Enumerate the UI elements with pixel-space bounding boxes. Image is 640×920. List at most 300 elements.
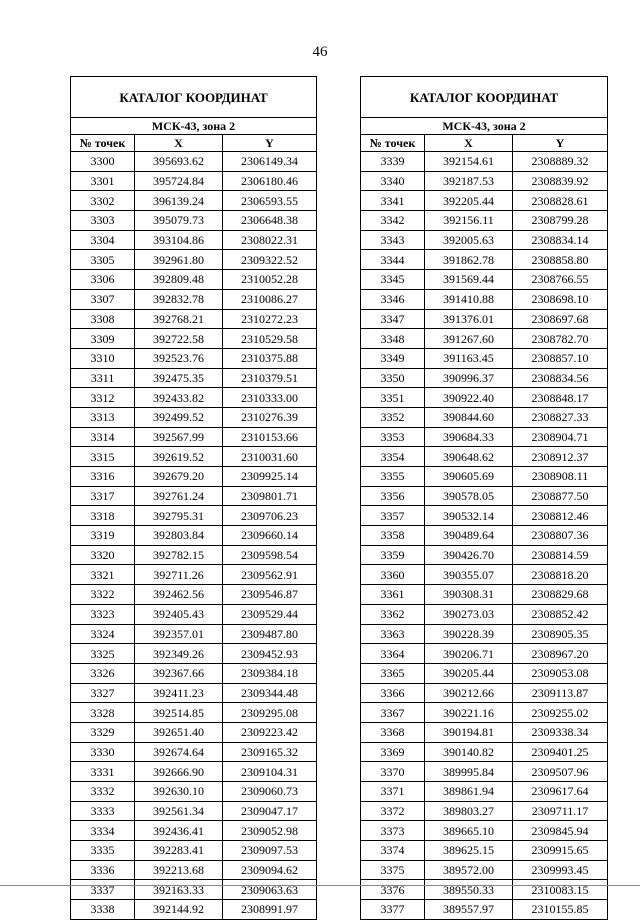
table-title: КАТАЛОГ КООРДИНАТ [71,77,317,118]
x-coordinate-cell: 390205.44 [425,663,513,683]
point-number-cell: 3364 [361,644,425,664]
table-row [71,624,317,644]
column-header-x: X [425,135,513,152]
table-row [71,604,317,624]
y-coordinate-cell: 2309562.91 [223,565,317,585]
x-coordinate-cell: 392679.20 [135,467,223,487]
x-coordinate-cell: 392809.48 [135,270,223,290]
y-coordinate-cell: 2309053.08 [513,663,608,683]
x-coordinate-cell: 395693.62 [135,152,223,172]
x-coordinate-cell: 389861.94 [425,782,513,802]
x-coordinate-cell: 390684.33 [425,427,513,447]
y-coordinate-cell: 2308827.33 [513,407,608,427]
y-coordinate-cell: 2310086.27 [223,289,317,309]
y-coordinate-cell: 2306593.55 [223,191,317,211]
y-coordinate-cell: 2310375.88 [223,348,317,368]
point-number-cell: 3329 [71,722,135,742]
table-row [361,545,608,565]
y-coordinate-cell: 2308814.59 [513,545,608,565]
x-coordinate-cell: 390426.70 [425,545,513,565]
x-coordinate-cell: 392803.84 [135,526,223,546]
page-footer-rule [0,885,640,886]
table-row [71,880,317,900]
y-coordinate-cell: 2310379.51 [223,368,317,388]
y-coordinate-cell: 2309507.96 [513,762,608,782]
point-number-cell: 3344 [361,250,425,270]
x-coordinate-cell: 392405.43 [135,604,223,624]
point-number-cell: 3347 [361,309,425,329]
x-coordinate-cell: 392163.33 [135,880,223,900]
point-number-cell: 3330 [71,742,135,762]
point-number-cell: 3357 [361,506,425,526]
column-header-point: № точек [361,135,425,152]
x-coordinate-cell: 389572.00 [425,860,513,880]
table-row [361,624,608,644]
table-row [361,467,608,487]
y-coordinate-cell: 2309344.48 [223,683,317,703]
table-row [71,289,317,309]
table-row [361,348,608,368]
table-row [71,230,317,250]
y-coordinate-cell: 2309104.31 [223,762,317,782]
y-coordinate-cell: 2309546.87 [223,585,317,605]
x-coordinate-cell: 390578.05 [425,486,513,506]
y-coordinate-cell: 2309711.17 [513,801,608,821]
x-coordinate-cell: 392411.23 [135,683,223,703]
table-row [71,486,317,506]
point-number-cell: 3324 [71,624,135,644]
y-coordinate-cell: 2308818.20 [513,565,608,585]
x-coordinate-cell: 392782.15 [135,545,223,565]
point-number-cell: 3310 [71,348,135,368]
table-row [71,683,317,703]
table-row [71,821,317,841]
x-coordinate-cell: 392156.11 [425,211,513,231]
point-number-cell: 3319 [71,526,135,546]
table-row [361,486,608,506]
table-row [71,171,317,191]
point-number-cell: 3355 [361,467,425,487]
y-coordinate-cell: 2310333.00 [223,388,317,408]
point-number-cell: 3368 [361,722,425,742]
x-coordinate-cell: 390206.71 [425,644,513,664]
column-header-x: X [135,135,223,152]
table-title: КАТАЛОГ КООРДИНАТ [361,77,608,118]
x-coordinate-cell: 392349.26 [135,644,223,664]
point-number-cell: 3337 [71,880,135,900]
x-coordinate-cell: 393104.86 [135,230,223,250]
point-number-cell: 3311 [71,368,135,388]
x-coordinate-cell: 391163.45 [425,348,513,368]
point-number-cell: 3371 [361,782,425,802]
table-row [361,762,608,782]
table-row [71,900,317,920]
y-coordinate-cell: 2309052.98 [223,821,317,841]
point-number-cell: 3374 [361,841,425,861]
column-header-point: № точек [71,135,135,152]
x-coordinate-cell: 389550.33 [425,880,513,900]
point-number-cell: 3331 [71,762,135,782]
y-coordinate-cell: 2309384.18 [223,663,317,683]
x-coordinate-cell: 392144.92 [135,900,223,920]
table-row [361,565,608,585]
point-number-cell: 3340 [361,171,425,191]
point-number-cell: 3328 [71,703,135,723]
x-coordinate-cell: 392523.76 [135,348,223,368]
y-coordinate-cell: 2308799.28 [513,211,608,231]
y-coordinate-cell: 2309165.32 [223,742,317,762]
table-row [361,644,608,664]
point-number-cell: 3333 [71,801,135,821]
y-coordinate-cell: 2309845.94 [513,821,608,841]
y-coordinate-cell: 2309094.62 [223,860,317,880]
table-row [71,407,317,427]
table-row [71,152,317,172]
x-coordinate-cell: 390212.66 [425,683,513,703]
y-coordinate-cell: 2308766.55 [513,270,608,290]
y-coordinate-cell: 2309452.93 [223,644,317,664]
x-coordinate-cell: 392283.41 [135,841,223,861]
x-coordinate-cell: 389557.97 [425,900,513,920]
point-number-cell: 3358 [361,526,425,546]
point-number-cell: 3321 [71,565,135,585]
point-number-cell: 3306 [71,270,135,290]
x-coordinate-cell: 391267.60 [425,329,513,349]
point-number-cell: 3346 [361,289,425,309]
x-coordinate-cell: 392213.68 [135,860,223,880]
point-number-cell: 3313 [71,407,135,427]
y-coordinate-cell: 2309338.34 [513,722,608,742]
table-row [361,289,608,309]
y-coordinate-cell: 2309660.14 [223,526,317,546]
table-row [71,841,317,861]
x-coordinate-cell: 392436.41 [135,821,223,841]
table-row [361,663,608,683]
y-coordinate-cell: 2308828.61 [513,191,608,211]
table-row [361,860,608,880]
y-coordinate-cell: 2310529.58 [223,329,317,349]
x-coordinate-cell: 392674.64 [135,742,223,762]
x-coordinate-cell: 391862.78 [425,250,513,270]
x-coordinate-cell: 391569.44 [425,270,513,290]
x-coordinate-cell: 390996.37 [425,368,513,388]
coordinate-catalog-table-left [70,76,317,920]
point-number-cell: 3304 [71,230,135,250]
x-coordinate-cell: 392711.26 [135,565,223,585]
table-row [361,841,608,861]
table-row [361,801,608,821]
x-coordinate-cell: 392154.61 [425,152,513,172]
table-row [71,722,317,742]
point-number-cell: 3339 [361,152,425,172]
table-row [361,880,608,900]
y-coordinate-cell: 2308852.42 [513,604,608,624]
y-coordinate-cell: 2308904.71 [513,427,608,447]
x-coordinate-cell: 392499.52 [135,407,223,427]
point-number-cell: 3316 [71,467,135,487]
y-coordinate-cell: 2309915.65 [513,841,608,861]
y-coordinate-cell: 2308848.17 [513,388,608,408]
x-coordinate-cell: 392630.10 [135,782,223,802]
x-coordinate-cell: 395079.73 [135,211,223,231]
x-coordinate-cell: 392567.99 [135,427,223,447]
x-coordinate-cell: 390140.82 [425,742,513,762]
y-coordinate-cell: 2308991.97 [223,900,317,920]
y-coordinate-cell: 2309097.53 [223,841,317,861]
table-row [361,309,608,329]
x-coordinate-cell: 389803.27 [425,801,513,821]
x-coordinate-cell: 390922.40 [425,388,513,408]
y-coordinate-cell: 2309706.23 [223,506,317,526]
x-coordinate-cell: 392433.82 [135,388,223,408]
point-number-cell: 3334 [71,821,135,841]
y-coordinate-cell: 2310031.60 [223,447,317,467]
x-coordinate-cell: 390648.62 [425,447,513,467]
y-coordinate-cell: 2308877.50 [513,486,608,506]
table-row [361,250,608,270]
point-number-cell: 3362 [361,604,425,624]
y-coordinate-cell: 2308698.10 [513,289,608,309]
x-coordinate-cell: 392367.66 [135,663,223,683]
x-coordinate-cell: 391376.01 [425,309,513,329]
table-row [361,604,608,624]
x-coordinate-cell: 392205.44 [425,191,513,211]
table-row [361,703,608,723]
point-number-cell: 3307 [71,289,135,309]
table-row [361,191,608,211]
y-coordinate-cell: 2306648.38 [223,211,317,231]
x-coordinate-cell: 392722.58 [135,329,223,349]
point-number-cell: 3301 [71,171,135,191]
x-coordinate-cell: 392561.34 [135,801,223,821]
y-coordinate-cell: 2309322.52 [223,250,317,270]
table-row [71,348,317,368]
y-coordinate-cell: 2309617.64 [513,782,608,802]
point-number-cell: 3315 [71,447,135,467]
table-row [71,329,317,349]
x-coordinate-cell: 396139.24 [135,191,223,211]
point-number-cell: 3349 [361,348,425,368]
y-coordinate-cell: 2309255.02 [513,703,608,723]
y-coordinate-cell: 2309401.25 [513,742,608,762]
x-coordinate-cell: 390355.07 [425,565,513,585]
table-row [361,526,608,546]
x-coordinate-cell: 392475.35 [135,368,223,388]
table-row [71,506,317,526]
x-coordinate-cell: 392666.90 [135,762,223,782]
table-row [71,250,317,270]
table-row [71,703,317,723]
x-coordinate-cell: 392832.78 [135,289,223,309]
point-number-cell: 3332 [71,782,135,802]
y-coordinate-cell: 2308967.20 [513,644,608,664]
point-number-cell: 3361 [361,585,425,605]
table-row [71,545,317,565]
y-coordinate-cell: 2306149.34 [223,152,317,172]
table-zone: МСК-43, зона 2 [71,118,317,135]
table-row [361,407,608,427]
table-row [71,427,317,447]
y-coordinate-cell: 2310155.85 [513,900,608,920]
column-header-y: Y [513,135,608,152]
x-coordinate-cell: 392961.80 [135,250,223,270]
x-coordinate-cell: 392514.85 [135,703,223,723]
table-row [71,368,317,388]
table-row [71,467,317,487]
table-row [361,782,608,802]
point-number-cell: 3363 [361,624,425,644]
y-coordinate-cell: 2309529.44 [223,604,317,624]
y-coordinate-cell: 2310272.23 [223,309,317,329]
point-number-cell: 3303 [71,211,135,231]
table-row [71,663,317,683]
x-coordinate-cell: 390844.60 [425,407,513,427]
table-row [361,447,608,467]
point-number-cell: 3356 [361,486,425,506]
y-coordinate-cell: 2308858.80 [513,250,608,270]
point-number-cell: 3314 [71,427,135,447]
table-row [71,526,317,546]
point-number-cell: 3325 [71,644,135,664]
point-number-cell: 3359 [361,545,425,565]
y-coordinate-cell: 2309295.08 [223,703,317,723]
table-row [71,782,317,802]
table-row [361,152,608,172]
x-coordinate-cell: 391410.88 [425,289,513,309]
table-row [361,230,608,250]
y-coordinate-cell: 2309047.17 [223,801,317,821]
point-number-cell: 3343 [361,230,425,250]
point-number-cell: 3338 [71,900,135,920]
point-number-cell: 3300 [71,152,135,172]
y-coordinate-cell: 2309598.54 [223,545,317,565]
y-coordinate-cell: 2309993.45 [513,860,608,880]
point-number-cell: 3302 [71,191,135,211]
point-number-cell: 3366 [361,683,425,703]
column-header-y: Y [223,135,317,152]
x-coordinate-cell: 392761.24 [135,486,223,506]
table-row [361,329,608,349]
y-coordinate-cell: 2306180.46 [223,171,317,191]
x-coordinate-cell: 392187.53 [425,171,513,191]
table-row [361,506,608,526]
y-coordinate-cell: 2308834.56 [513,368,608,388]
y-coordinate-cell: 2309801.71 [223,486,317,506]
point-number-cell: 3352 [361,407,425,427]
coordinate-catalog-table-right [360,76,608,920]
x-coordinate-cell: 392462.56 [135,585,223,605]
y-coordinate-cell: 2308022.31 [223,230,317,250]
x-coordinate-cell: 392005.63 [425,230,513,250]
point-number-cell: 3353 [361,427,425,447]
x-coordinate-cell: 389665.10 [425,821,513,841]
y-coordinate-cell: 2310153.66 [223,427,317,447]
x-coordinate-cell: 392651.40 [135,722,223,742]
table-zone: МСК-43, зона 2 [361,118,608,135]
y-coordinate-cell: 2308839.92 [513,171,608,191]
y-coordinate-cell: 2308812.46 [513,506,608,526]
x-coordinate-cell: 392357.01 [135,624,223,644]
x-coordinate-cell: 390489.64 [425,526,513,546]
y-coordinate-cell: 2310052.28 [223,270,317,290]
y-coordinate-cell: 2309113.87 [513,683,608,703]
table-row [361,211,608,231]
x-coordinate-cell: 395724.84 [135,171,223,191]
table-row [361,742,608,762]
point-number-cell: 3326 [71,663,135,683]
x-coordinate-cell: 389625.15 [425,841,513,861]
y-coordinate-cell: 2308905.35 [513,624,608,644]
point-number-cell: 3351 [361,388,425,408]
y-coordinate-cell: 2308807.36 [513,526,608,546]
point-number-cell: 3336 [71,860,135,880]
point-number-cell: 3312 [71,388,135,408]
x-coordinate-cell: 390194.81 [425,722,513,742]
point-number-cell: 3323 [71,604,135,624]
y-coordinate-cell: 2309925.14 [223,467,317,487]
point-number-cell: 3335 [71,841,135,861]
point-number-cell: 3308 [71,309,135,329]
point-number-cell: 3377 [361,900,425,920]
y-coordinate-cell: 2308834.14 [513,230,608,250]
point-number-cell: 3350 [361,368,425,388]
y-coordinate-cell: 2308782.70 [513,329,608,349]
y-coordinate-cell: 2309060.73 [223,782,317,802]
x-coordinate-cell: 390308.31 [425,585,513,605]
table-row [71,644,317,664]
table-row [71,742,317,762]
table-row [71,309,317,329]
table-row [361,270,608,290]
y-coordinate-cell: 2308857.10 [513,348,608,368]
table-row [361,427,608,447]
y-coordinate-cell: 2309487.80 [223,624,317,644]
y-coordinate-cell: 2308889.32 [513,152,608,172]
y-coordinate-cell: 2309063.63 [223,880,317,900]
point-number-cell: 3370 [361,762,425,782]
table-row [71,388,317,408]
x-coordinate-cell: 389995.84 [425,762,513,782]
table-body [361,152,608,920]
table-row [361,368,608,388]
y-coordinate-cell: 2310276.39 [223,407,317,427]
table-row [71,191,317,211]
point-number-cell: 3317 [71,486,135,506]
x-coordinate-cell: 390221.16 [425,703,513,723]
point-number-cell: 3345 [361,270,425,290]
x-coordinate-cell: 390228.39 [425,624,513,644]
table-row [361,388,608,408]
table-row [71,860,317,880]
point-number-cell: 3365 [361,663,425,683]
table-row [71,447,317,467]
table-row [361,171,608,191]
table-row [71,565,317,585]
point-number-cell: 3376 [361,880,425,900]
point-number-cell: 3342 [361,211,425,231]
point-number-cell: 3369 [361,742,425,762]
point-number-cell: 3360 [361,565,425,585]
point-number-cell: 3372 [361,801,425,821]
y-coordinate-cell: 2308908.11 [513,467,608,487]
table-row [71,211,317,231]
table-row [361,821,608,841]
point-number-cell: 3305 [71,250,135,270]
table-row [71,801,317,821]
point-number-cell: 3348 [361,329,425,349]
point-number-cell: 3318 [71,506,135,526]
y-coordinate-cell: 2308829.68 [513,585,608,605]
